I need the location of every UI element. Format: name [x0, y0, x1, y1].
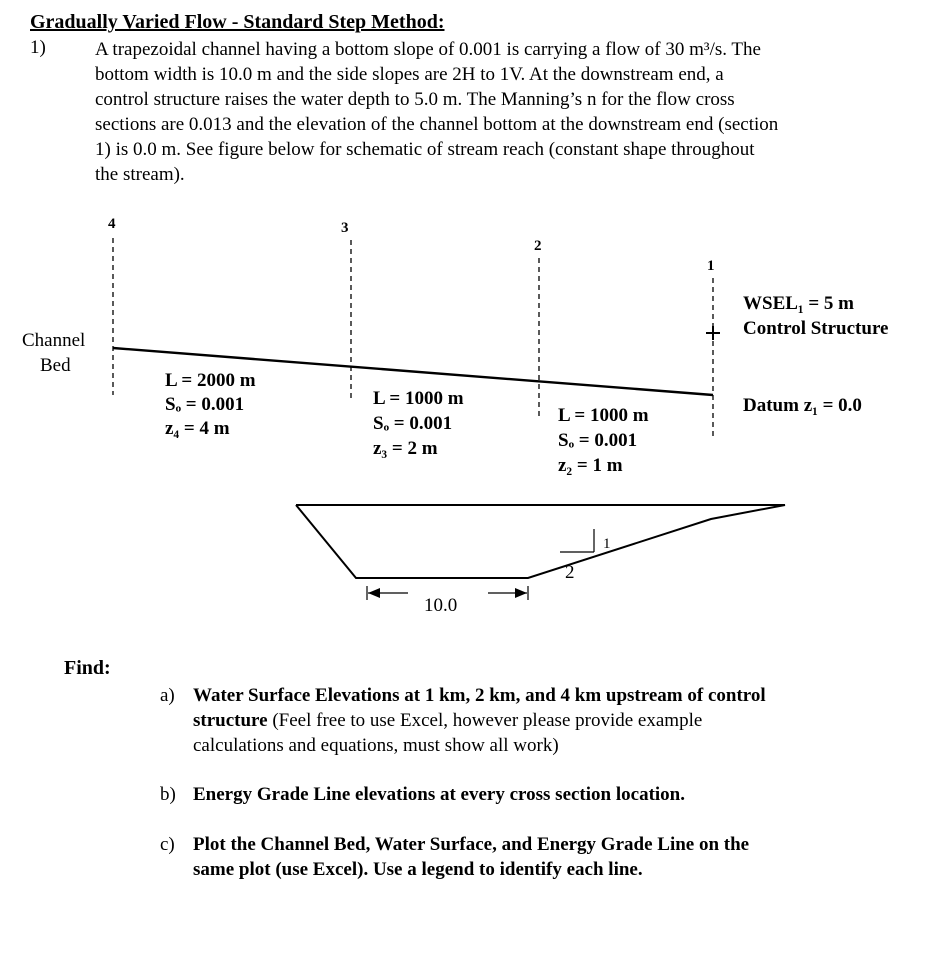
problem-line: 1) is 0.0 m. See figure below for schematic of stream reach (constant shape throughout [95, 139, 755, 160]
item-a-line2-normal: (Feel free to use Excel, however please provide example [267, 710, 703, 731]
question-number: 1) [30, 37, 46, 58]
problem-line: bottom width is 10.0 m and the side slopes are 2H to 1V. At the downstream end, a [95, 64, 724, 85]
wsel-label: WSEL₁ = 5 m [743, 293, 855, 314]
bed-label: Bed [40, 355, 71, 376]
item-a-line3: calculations and equations, must show all work) [193, 735, 559, 756]
section-label-3: 3 [341, 220, 349, 236]
reach-3-2-slope: Sₒ = 0.001 [373, 413, 453, 434]
item-c-line2: same plot (use Excel). Use a legend to identify each line. [193, 859, 643, 880]
slope-vertical-label: 1 [603, 536, 611, 552]
datum-label: Datum z₁ = 0.0 [743, 395, 862, 416]
find-label: Find: [64, 657, 111, 679]
reach-3-2-length: L = 1000 m [373, 388, 464, 409]
reach-2-1-elevation: z₂ = 1 m [558, 455, 623, 476]
item-a-line1: Water Surface Elevations at 1 km, 2 km, and 4 km upstream of control [193, 685, 766, 706]
problem-line: A trapezoidal channel having a bottom slope of 0.001 is carrying a flow of 30 m³/s. The [95, 39, 761, 60]
section-label-1: 1 [707, 258, 715, 274]
problem-line: sections are 0.013 and the elevation of the channel bottom at the downstream end (section [95, 114, 779, 135]
reach-3-2-elevation: z₃ = 2 m [373, 438, 438, 459]
trapezoid-cross-section [296, 505, 785, 578]
reach-2-1-length: L = 1000 m [558, 405, 649, 426]
item-a-line2-bold: structure [193, 710, 268, 731]
item-letter: c) [160, 834, 175, 855]
slope-horizontal-label: 2 [565, 562, 575, 583]
section-label-2: 2 [534, 238, 542, 254]
bottom-width-label: 10.0 [424, 595, 458, 616]
dimension-arrow-left [368, 588, 380, 598]
section-label-4: 4 [108, 216, 116, 232]
reach-2-1-slope: Sₒ = 0.001 [558, 430, 638, 451]
reach-4-3-slope: Sₒ = 0.001 [165, 394, 245, 415]
channel-label: Channel [22, 330, 86, 351]
item-c-line1: Plot the Channel Bed, Water Surface, and Energy Grade Line on the [193, 834, 750, 855]
reach-4-3-length: L = 2000 m [165, 370, 256, 391]
reach-4-3-elevation: z₄ = 4 m [165, 418, 230, 439]
dimension-arrow-right [515, 588, 527, 598]
problem-line: the stream). [95, 164, 185, 185]
problem-line: control structure raises the water depth to 5.0 m. The Manning’s n for the flow cross [95, 89, 735, 110]
control-structure-label: Control Structure [743, 318, 889, 339]
item-letter: a) [160, 685, 175, 706]
problem-title: Gradually Varied Flow - Standard Step Method: [30, 11, 445, 33]
item-letter: b) [160, 784, 176, 805]
item-b-line1: Energy Grade Line elevations at every cross section location. [193, 784, 685, 805]
